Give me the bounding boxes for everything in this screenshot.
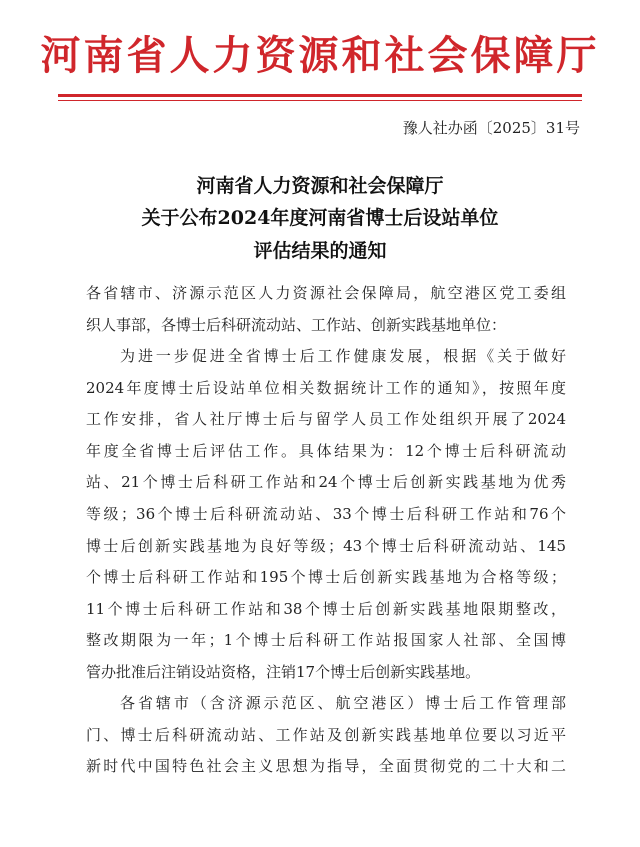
paragraph-line: 个博士后科研工作站和195个博士后创新实践基地为合格等级； (86, 568, 566, 587)
paragraph-results (86, 341, 566, 689)
paragraph-line: 等级；36个博士后科研流动站、33个博士后科研工作站和76个 (86, 504, 566, 523)
document-title-line-1: 河南省人力资源和社会保障厅 (196, 175, 444, 197)
paragraph-line: 年度全省博士后评估工作。具体结果为：12个博士后科研流动 (86, 441, 566, 460)
addressee-line: 织人事部，各博士后科研流动站、工作站、创新实践基地单位： (86, 315, 507, 334)
paragraph-line: 11个博士后科研工作站和38个博士后创新实践基地限期整改， (86, 599, 566, 618)
paragraph-guidance (86, 688, 566, 783)
addressee-line: 各省辖市、济源示范区人力资源社会保障局，航空港区党工委组 (86, 284, 566, 302)
paragraph-line: 整改期限为一年；1个博士后科研工作站报国家人社部、全国博 (86, 631, 566, 650)
addressee (86, 278, 566, 341)
masthead-red-rule (58, 94, 582, 97)
paragraph-line: 2024年度博士后设站单位相关数据统计工作的通知》，按照年度 (86, 378, 566, 397)
document-title-line-2: 关于公布2024年度河南省博士后设站单位 (141, 207, 499, 229)
document-title-line-3: 评估结果的通知 (253, 240, 387, 262)
paragraph-line: 站、21个博士后科研工作站和24个博士后创新实践基地为优秀 (86, 473, 566, 492)
paragraph-line: 门、博士后科研流动站、工作站及创新实践基地单位要以习近平 (86, 725, 566, 744)
document-number: 豫人社办函〔2025〕31号 (402, 119, 580, 137)
masthead-red-rule-thin (58, 100, 582, 101)
paragraph-line: 博士后创新实践基地为良好等级；43个博士后科研流动站、145 (86, 536, 566, 555)
paragraph-line: 各省辖市（含济源示范区、航空港区）博士后工作管理部 (120, 694, 566, 712)
paragraph-line: 工作安排，省人社厅博士后与留学人员工作处组织开展了2024 (86, 410, 566, 429)
masthead-title: 河南省人力资源和社会保障厅 (40, 32, 600, 79)
paragraph-line: 为进一步促进全省博士后工作健康发展，根据《关于做好 (120, 347, 566, 365)
paragraph-line: 新时代中国特色社会主义思想为指导，全面贯彻党的二十大和二 (86, 757, 566, 776)
paragraph-line: 管办批准后注销设站资格，注销17个博士后创新实践基地。 (86, 662, 481, 681)
